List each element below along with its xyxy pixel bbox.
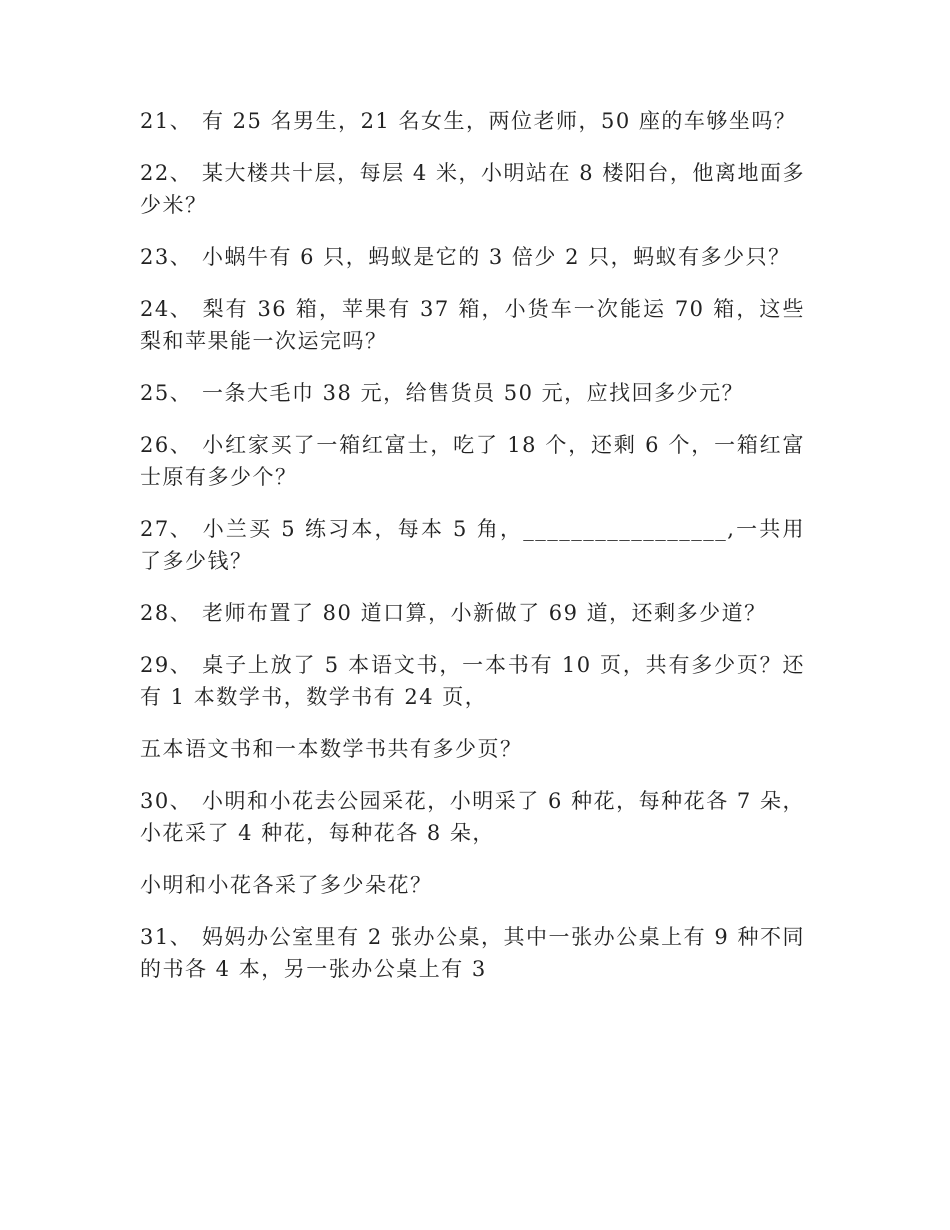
problem-29	[140, 649, 805, 713]
problem-list	[140, 105, 805, 1005]
problem-text: 小明和小花各采了多少朵花？	[140, 873, 433, 897]
problem-number: 23、	[140, 245, 193, 269]
problem-23	[140, 241, 805, 273]
problem-29-continuation	[140, 733, 805, 765]
problem-25	[140, 377, 805, 409]
problem-26	[140, 429, 805, 493]
problem-text: 有 25 名男生，21 名女生，两位老师，50 座的车够坐吗？	[202, 109, 797, 133]
problem-text: 老师布置了 80 道口算，小新做了 69 道，还剩多少道？	[202, 601, 767, 625]
problem-text: 梨有 36 箱，苹果有 37 箱，小货车一次能运 70 箱，这些梨和苹果能一次运完吗？	[140, 297, 805, 353]
problem-number: 27、	[140, 517, 193, 541]
problem-number: 26、	[140, 433, 193, 457]
problem-22	[140, 157, 805, 221]
problem-30	[140, 785, 805, 849]
problem-30-continuation	[140, 869, 805, 901]
problem-number: 31、	[140, 925, 193, 949]
problem-text: 五本语文书和一本数学书共有多少页？	[140, 737, 523, 761]
problem-21	[140, 105, 805, 137]
problem-text: 桌子上放了 5 本语文书，一本书有 10 页，共有多少页？还有 1 本数学书，数学书有 24 页，	[140, 653, 805, 709]
problem-24	[140, 293, 805, 357]
problem-number: 30、	[140, 789, 193, 813]
problem-number: 22、	[140, 161, 193, 185]
problem-text: 小红家买了一箱红富士，吃了 18 个，还剩 6 个，一箱红富士原有多少个？	[140, 433, 805, 489]
problem-number: 28、	[140, 601, 193, 625]
problem-text: 小兰买 5 练习本，每本 5 角，_________________,一共用了多少钱？	[140, 517, 805, 573]
problem-28	[140, 597, 805, 629]
problem-text: 某大楼共十层，每层 4 米，小明站在 8 楼阳台，他离地面多少米？	[140, 161, 805, 217]
problem-text: 小明和小花去公园采花，小明采了 6 种花，每种花各 7 朵，小花采了 4 种花，每种花各 8 朵，	[140, 789, 805, 845]
problem-31	[140, 921, 805, 985]
problem-text: 一条大毛巾 38 元，给售货员 50 元，应找回多少元？	[202, 381, 745, 405]
problem-number: 24、	[140, 297, 193, 321]
problem-number: 21、	[140, 109, 193, 133]
problem-number: 25、	[140, 381, 193, 405]
problem-27	[140, 513, 805, 577]
problem-number: 29、	[140, 653, 193, 677]
problem-text: 妈妈办公室里有 2 张办公桌，其中一张办公桌上有 9 种不同的书各 4 本，另一张办公桌上有 3	[140, 925, 805, 981]
problem-text: 小蜗牛有 6 只，蚂蚁是它的 3 倍少 2 只，蚂蚁有多少只？	[202, 245, 791, 269]
